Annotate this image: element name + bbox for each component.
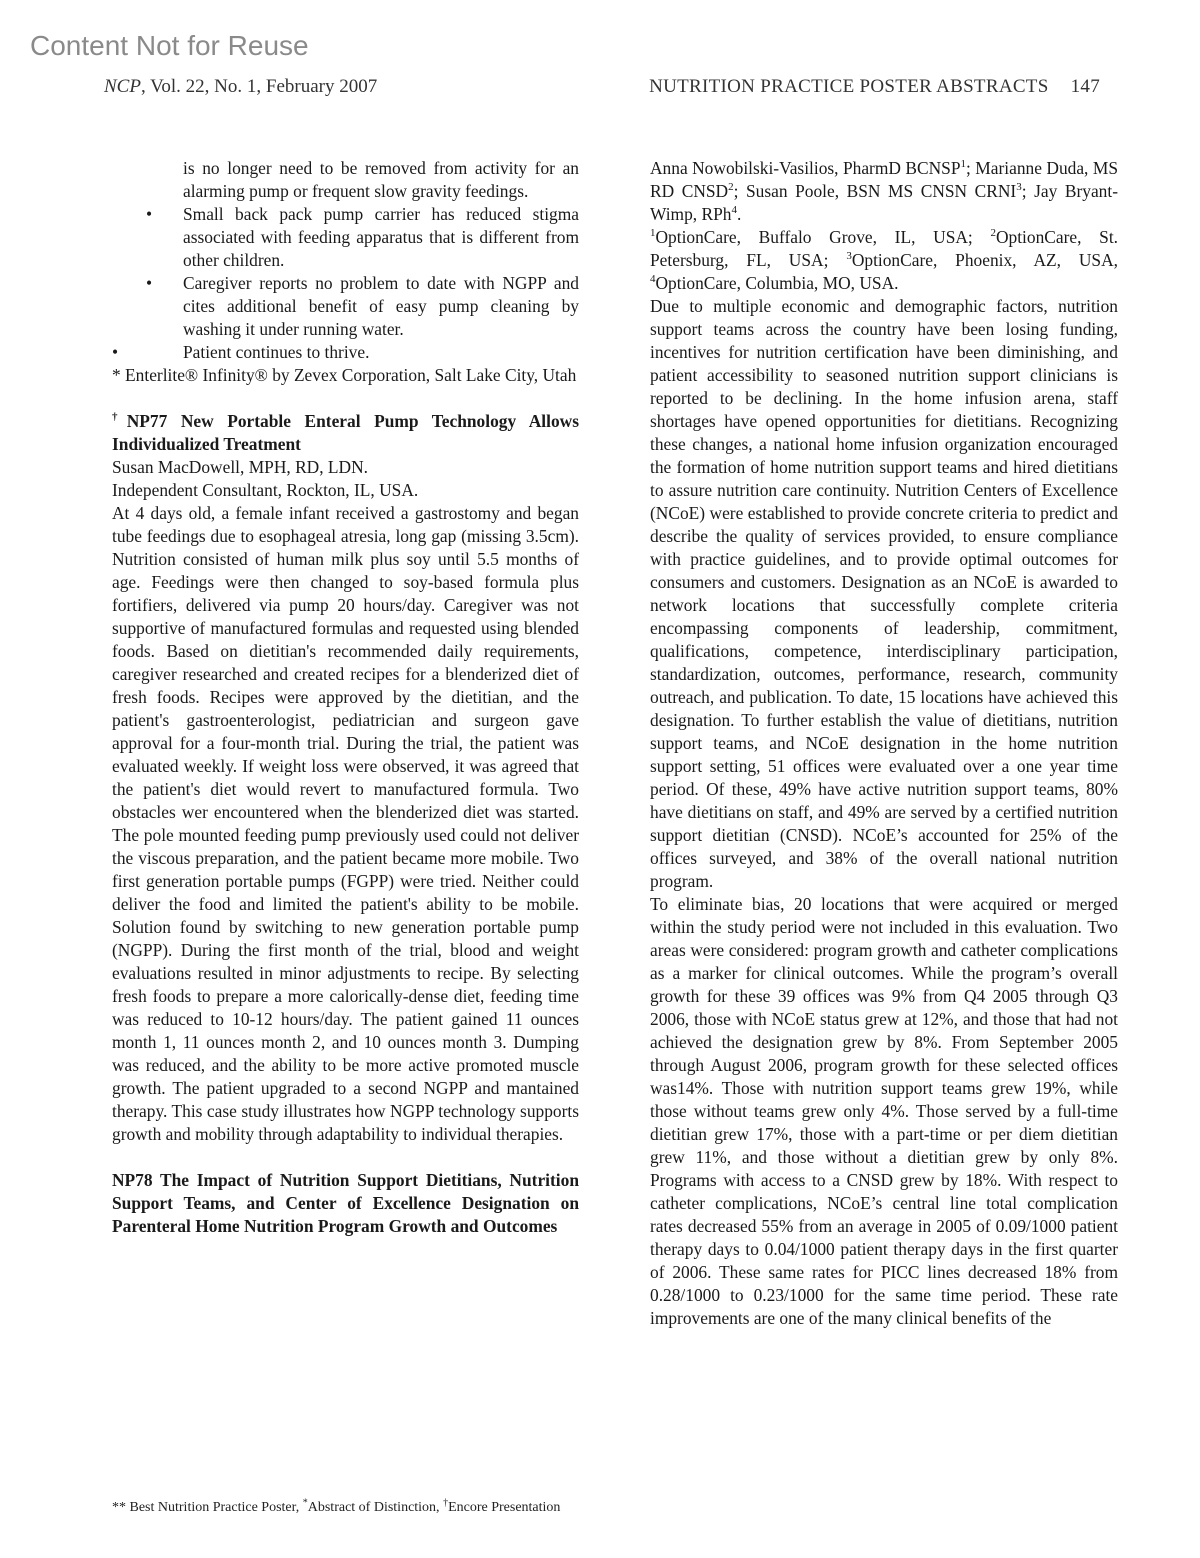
continued-paragraph: is no longer need to be removed from activity for an alarming pump or frequent slow gravity feedings. xyxy=(183,158,579,201)
section-title: NUTRITION PRACTICE POSTER ABSTRACTS xyxy=(649,76,1049,97)
bullet-item xyxy=(112,203,579,272)
author-list: Anna Nowobilski-Vasilios, PharmD BCNSP$^1$; Marianne Duda, MS RD CNSD$^2$; Susan Poole, BSN MS CNSN CRNI$^3$; Jay Bryant-Wimp, RPh$^4$. xyxy=(650,158,1119,224)
abstract-title-np78: NP78 The Impact of Nutrition Support Dietitians, Nutrition Support Teams, and Center of Excellence Designation on Parenteral Home Nutrition Program Growth and Outcomes xyxy=(112,1170,579,1236)
abstract-body-np77: At 4 days old, a female infant received a gastrostomy and began tube feedings due to esophageal atresia, long gap (missing 3.5cm). Nutrition consisted of human milk plus soy until 5.5 months of age. Feedings were then changed to soy-based formula plus fortifiers, delivered via pump 20 hours/day. Caregiver was not supportive of manufactured formulas and requested using blended foods. Based on dietitian's recommended daily requirements, caregiver researched and created recipes for a blenderized diet of fresh foods. Recipes were approved by the dietitian, and the patient's gastroenterologist, pediatrician and surgeon gave approval for a four-month trial. During the trial, the patient was evaluated weekly. If weight loss were observed, it was agreed that the patient's diet would revert to manufactured formula. Two obstacles wer encountered when the blenderized diet was started. The pole mounted feeding pump previously used could not deliver the viscous preparation, and the patient became more mobile. Two first generation portable pumps (FGPP) were tried. Neither could deliver the food and limited the patient's ability to be mobile. Solution found by switching to new generation portable pump (NGPP). During the first month of the trial, blood and weight evaluations resulted in minor adjustments to recipe. By selecting fresh foods to prepare a more calorically-dense diet, feeding time was reduced to 10-12 hours/day. The patient gained 11 ounces month 1, 11 ounces month 2, and 10 ounces month 3. Dumping was reduced, and the ability to be more active promoted muscle growth. The patient upgraded to a second NGPP and mantained therapy. This case study illustrates how NGPP technology supports growth and mobility through adaptability to individual therapies. xyxy=(112,503,579,1144)
page-footnote: ** Best Nutrition Practice Poster, *Abstract of Distinction, †Encore Presentation xyxy=(112,1497,561,1515)
bullet-item xyxy=(112,341,579,364)
journal-name: NCP xyxy=(104,76,141,97)
affiliation-list: $^1$OptionCare, Buffalo Grove, IL, USA; $^2$OptionCare, St. Petersburg, FL, USA; $^3$OptionCare, Phoenix, AZ, USA, $^4$OptionCare, Columbia, MO, USA. xyxy=(650,227,1118,293)
journal-citation xyxy=(104,76,377,98)
abstract-author-np77: Susan MacDowell, MPH, RD, LDN. xyxy=(112,457,369,477)
abstract-body-np78-p2: To eliminate bias, 20 locations that were acquired or merged within the study period were not included in this evaluation. Two areas were considered: program growth and catheter complications as a marker for clinical outcomes. While the program’s overall growth for these 39 offices was 9% from Q4 2005 through Q3 2006, those with NCoE status grew at 12%, and those that had not achieved the designation grew by 8%. From September 2005 through August 2006, program growth for these selected offices was14%. Those with nutrition support teams grew 19%, while those without teams grew only 4%. Those served by a full-time dietitian grew 17%, those with a part-time or per diem dietitian grew 11%, and those without a dietitian grew by only 8%. Programs with access to a CNSD grew by 18%. With respect to catheter complications, NCoE’s central line total complication rates decreased 55% from an average in 2005 of 0.09/1000 patient therapy days to 0.04/1000 patient therapy days in the first quarter of 2006. These same rates for PICC lines decreased 18% from 0.28/1000 to 0.23/1000 for the same time period. These rate improvements are one of the many clinical benefits of the xyxy=(650,894,1118,1328)
abstract-title-np77: †NP77 New Portable Enteral Pump Technology Allows Individualized Treatment xyxy=(112,411,579,454)
encore-mark: † xyxy=(112,411,127,424)
bullet-text: Patient continues to thrive. xyxy=(183,342,370,362)
abstract-body-np78-p1: Due to multiple economic and demographic factors, nutrition support teams across the country have been losing funding, incentives for nutrition certification have been diminishing, and patient accessibility to seasoned nutrition support clinicians is reported to be declining. In the home infusion arena, staff shortages have opened opportunities for dietitians. Recognizing these changes, a national home infusion organization encouraged the formation of home nutrition support teams and hired dietitians to assure nutrition care continuity. Nutrition Centers of Excellence (NCoE) were established to provide concrete criteria to predict and describe the quality of services provided, to ensure compliance with practice guidelines, and to provide optimal outcomes for consumers and customers. Designation as an NCoE is awarded to network locations that successfully complete criteria encompassing components of leadership, commitment, qualifications, competence, interdisciplinary participation, standardization, outcomes, performance, research, community outreach, and publication. To date, 15 locations have achieved this designation. To further establish the value of dietitians, nutrition support teams, and NCoE designation in the home nutrition support setting, 51 offices were evaluated over a one year time period. Of these, 49% have active nutrition support teams, 80% have dietitians on staff, and 49% are served by a certified nutrition support dietitian (CNSD). NCoE’s accounted for 25% of the offices surveyed, and 38% of the overall national nutrition program. xyxy=(650,296,1118,891)
bullet-text: Small back pack pump carrier has reduced stigma associated with feeding apparatus that is different from other children. xyxy=(183,204,579,270)
running-head xyxy=(104,76,1100,100)
right-column xyxy=(650,157,1118,1330)
bullet-icon: • xyxy=(112,342,119,362)
product-note: * Enterlite® Infinity® by Zevex Corporation, Salt Lake City, Utah xyxy=(112,365,577,385)
abstract-affiliation-np77: Independent Consultant, Rockton, IL, USA. xyxy=(112,480,419,500)
watermark: Content Not for Reuse xyxy=(30,30,309,61)
bullet-item xyxy=(112,272,579,341)
page-number: 147 xyxy=(1070,76,1100,97)
journal-issue: , Vol. 22, No. 1, February 2007 xyxy=(140,76,378,97)
bullet-text: Caregiver reports no problem to date with NGPP and cites additional benefit of easy pump cleaning by washing it under running water. xyxy=(183,273,579,339)
left-column xyxy=(112,157,579,1238)
bullet-icon: • xyxy=(146,204,153,224)
bullet-icon: • xyxy=(146,273,153,293)
bullet-list xyxy=(112,203,579,364)
section-header xyxy=(649,76,1100,98)
